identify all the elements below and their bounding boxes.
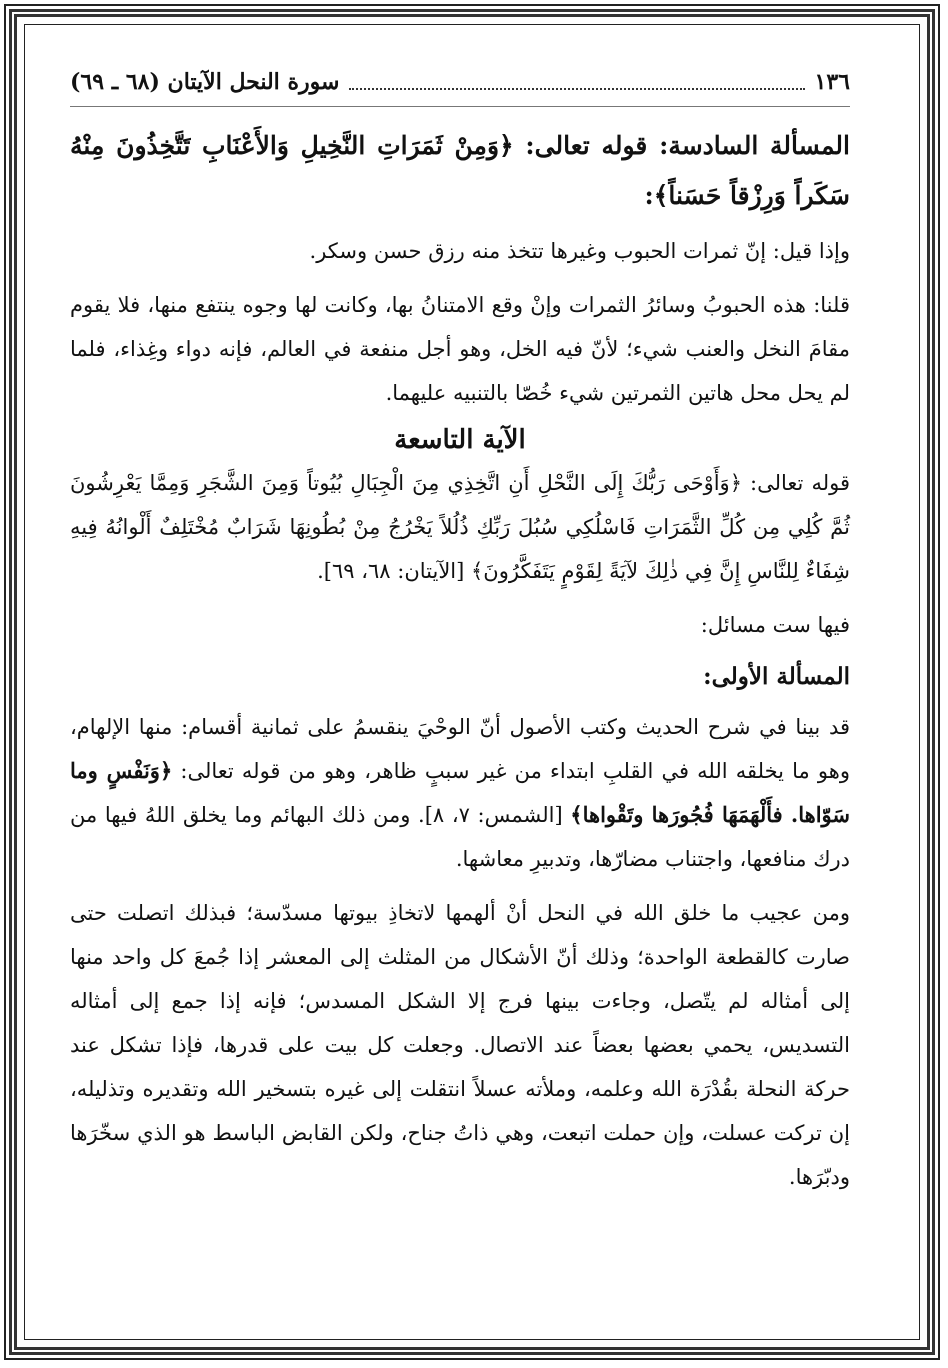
paragraph-3-part-b: [الشمس: ٧، ٨]. ومن ذلك البهائم وما يخلق اللهُ فيها من درك منافعها، واجتناب مضارّها، وتدبيرِ معاشها.: [70, 803, 850, 871]
masala6-heading: المسألة السادسة: قوله تعالى: ﴿وَمِنْ ثَمَرَاتِ النَّخِيلِ وَالأَعْنَابِ تَتَّخِذُونَ مِنْهُ سَكَراً وَرِزْقاً حَسَناً﴾:: [70, 131, 850, 210]
six-issues-line: فيها ست مسائل:: [700, 613, 850, 637]
page-content: [70, 60, 850, 1310]
paragraph-2: قلنا: هذه الحبوبُ وسائرُ الثمرات وإنْ وقع الامتنانُ بها، وكانت لها وجوه ينتفع منها، فلا يقوم مقامَ النخل والعنب شيء؛ لأنّ فيه الخل، وهو أجل منفعة في العالم، فإنه دواء وغِذاء، فلما لم يحل محل هاتين الثمرتين شيء خُصّا بالتنبيه عليهما.: [70, 293, 850, 405]
page-number: ١٣٦: [814, 69, 850, 95]
header-rule: [70, 106, 850, 107]
masala1-heading: المسألة الأولى:: [703, 663, 850, 690]
ayah-heading: الآية التاسعة: [394, 425, 526, 455]
paragraph-4: ومن عجيب ما خلق الله في النحل أنْ ألهمها لاتخاذِ بيوتها مسدّسة؛ فبذلك اتصلت حتى صارت كالقطعة الواحدة؛ وذلك أنّ الأشكال من المثلث إلى المعشر إذا جُمعَ كل واحد منها إلى أمثاله لم يتّصل، وجاءت بينها فرج إلا الشكل المسدس؛ فإنه إذا جمع إلى أمثاله التسديس، يحمي بعضها بعضاً عند الاتصال. وجعلت كل بيت على قدرها، فإذا تشكل عند حركة النحلة بقُدْرَة الله وعلمه، وملأته عسلاً انتقلت إلى غيره بتسخير الله وتقديره وتذليله، إن تركت عسلت، وإن حملت اتبعت، وهي ذاتُ جناح، ولكن القابض الباسط هو الذي سخّرَها ودبّرَها.: [70, 901, 850, 1189]
paragraph-1: وإذا قيل: إنّ ثمرات الحبوب وغيرها تتخذ منه رزق حسن وسكر.: [309, 239, 850, 263]
paragraph-3-part-a: قد بينا في شرح الحديث وكتب الأصول أنّ الوحْيَ ينقسمُ على ثمانية أقسام: منها الإلهام، وهو ما يخلقه الله في القلبِ ابتداء من غير سببٍ ظاهر، وهو من قوله تعالى:: [70, 715, 850, 783]
ayah-text: قوله تعالى: ﴿وَأَوْحَى رَبُّكَ إِلَى النَّحْلِ أَنِ اتَّخِذِي مِنَ الْجِبَالِ بُيُوتاً وَمِنَ الشَّجَرِ وَمِمَّا يَعْرِشُونَ ثُمَّ كُلِي مِن كُلِّ الثَّمَرَاتِ فَاسْلُكِي سُبُلَ رَبِّكِ ذُلُلاً يَخْرُجُ مِنْ بُطُونِهَا شَرَابٌ مُخْتَلِفٌ أَلْوانُهُ فِيهِ شِفَاءٌ لِلنَّاسِ إِنَّ فِي ذٰلِكَ لآيَةً لِقَوْمٍ يَتَفَكَّرُونَ﴾ [الآيتان: ٦٨، ٦٩].: [70, 471, 851, 583]
header-dots: [349, 74, 804, 90]
paragraph-3: [70, 705, 850, 881]
running-header: [70, 60, 850, 104]
quran-quote-shams: ﴿وَنَفْسٍ وما سَوّاها. فأَلْهَمَهَا فُجُورَها وتَقْواها﴾: [70, 758, 850, 827]
running-title: سورة النحل الآيتان (٦٨ ـ ٦٩): [70, 69, 340, 95]
